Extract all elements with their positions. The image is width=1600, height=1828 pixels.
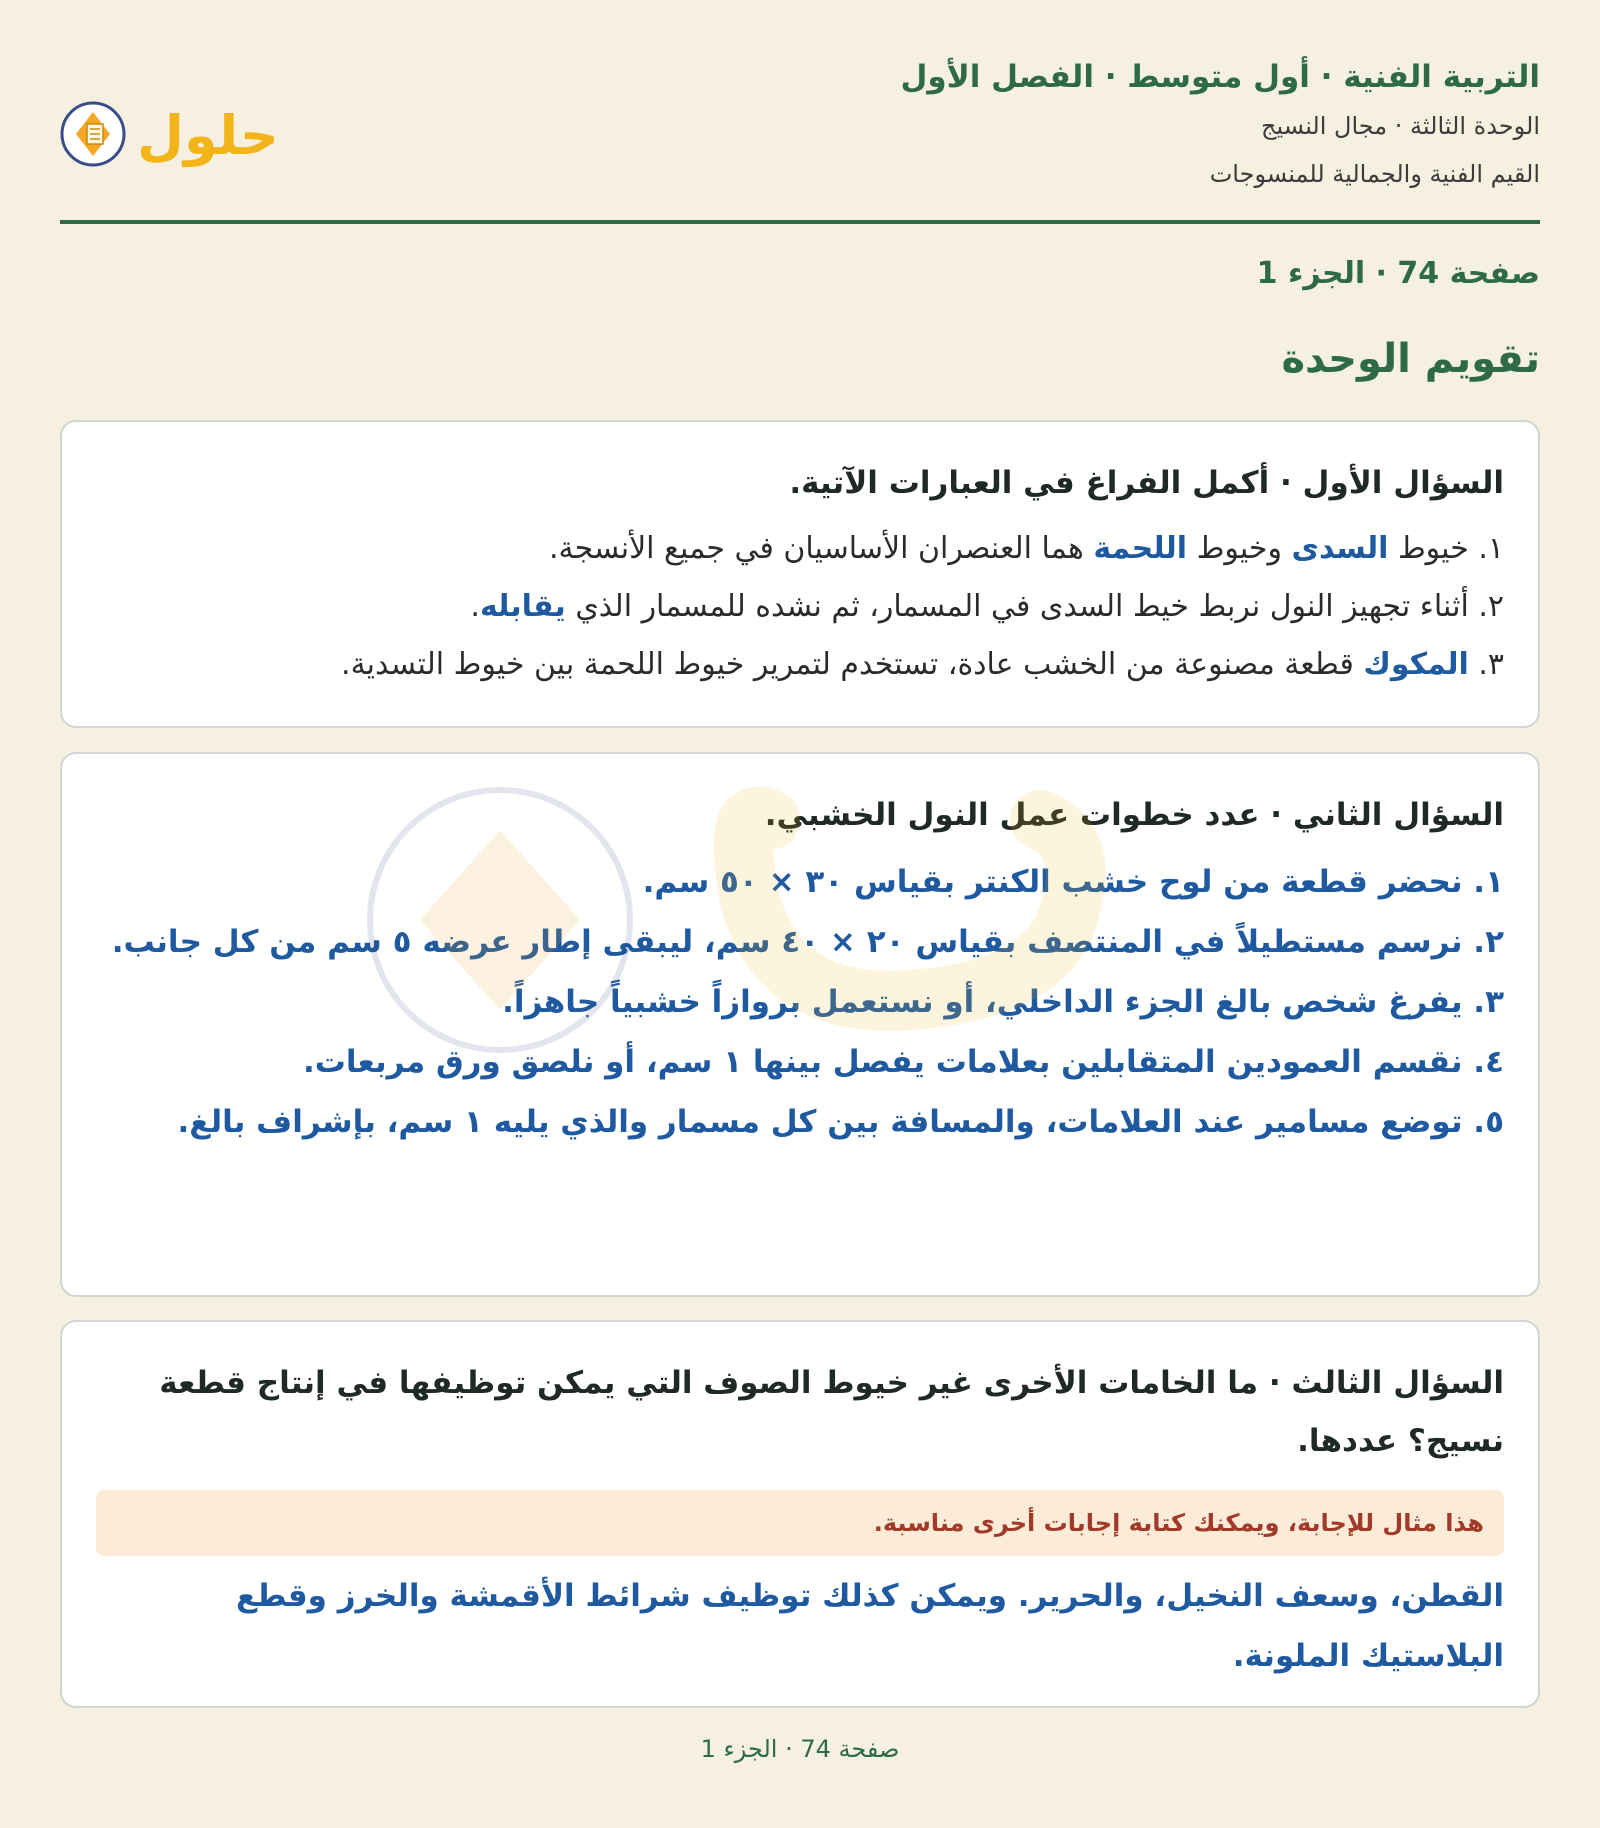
question-1-card (60, 420, 1540, 728)
item-number: ١. (1478, 531, 1504, 566)
subject-line: التربية الفنية · أول متوسط · الفصل الأول (900, 59, 1540, 95)
item-text: خيوط (1397, 531, 1469, 566)
page-footer: صفحة 74 · الجزء 1 (700, 1735, 900, 1763)
lesson-line: القيم الفنية والجمالية للمنسوجات (1209, 160, 1540, 188)
question-2-card (60, 752, 1540, 1297)
section-title: تقويم الوحدة (1281, 336, 1540, 382)
q2-step-2: ٢. نرسم مستطيلاً في المنتصف بقياس ٢٠ × ٤٠ سم، ليبقى إطار عرضه ٥ سم من كل جانب. (111, 924, 1504, 960)
q2-step-5: ٥. توضع مسامير عند العلامات، والمسافة بين كل مسمار والذي يليه ١ سم، بإشراف بالغ. (177, 1104, 1504, 1140)
answer-keyword: السدى (1291, 531, 1389, 566)
page-reference: صفحة 74 · الجزء 1 (1256, 256, 1540, 291)
header-divider (60, 220, 1540, 224)
q2-step-4: ٤. نقسم العمودين المتقابلين بعلامات يفصل بينها ١ سم، أو نلصق ورق مربعات. (302, 1044, 1504, 1080)
question-3-card (60, 1320, 1540, 1708)
answer-keyword: يقابله (479, 589, 566, 624)
answer-keyword: اللحمة (1093, 531, 1188, 566)
unit-line: الوحدة الثالثة · مجال النسيج (1261, 112, 1540, 140)
item-text: هما العنصران الأساسيان في جميع الأنسجة. (548, 531, 1084, 566)
question-2-title: السؤال الثاني · عدد خطوات عمل النول الخشبي. (764, 797, 1504, 833)
logo-text: حلول (137, 104, 279, 167)
item-text: وخيوط (1196, 531, 1282, 566)
q2-step-3: ٣. يفرغ شخص بالغ الجزء الداخلي، أو نستعمل بروازاً خشبياً جاهزاً. (502, 984, 1504, 1020)
q1-item-1 (96, 520, 1504, 578)
answer-note: هذا مثال للإجابة، ويمكنك كتابة إجابات أخرى مناسبة. (96, 1490, 1504, 1556)
q3-answer: القطن، وسعف النخيل، والحرير. ويمكن كذلك توظيف شرائط الأقمشة والخرز وقطع البلاستيك الملونة. (236, 1578, 1504, 1674)
page (60, 0, 1540, 1828)
question-3-title: السؤال الثالث · ما الخامات الأخرى غير خيوط الصوف التي يمكن توظيفها في إنتاج قطعة نسيج؟ عددها. (159, 1365, 1504, 1459)
q1-item-3 (96, 636, 1504, 694)
item-text: . (470, 589, 480, 624)
hulul-logo (60, 74, 290, 194)
answer-keyword: المكوك (1363, 647, 1469, 682)
q1-item-2 (96, 578, 1504, 636)
item-text: أثناء تجهيز النول نربط خيط السدى في المسمار، ثم نشده للمسمار الذي (575, 589, 1469, 624)
item-number: ٣. (1478, 647, 1504, 682)
item-text: قطعة مصنوعة من الخشب عادة، تستخدم لتمرير خيوط اللحمة بين خيوط التسدية. (341, 647, 1354, 682)
question-1-title: السؤال الأول · أكمل الفراغ في العبارات الآتية. (789, 465, 1504, 501)
item-number: ٢. (1478, 589, 1504, 624)
header (60, 52, 1540, 222)
header-text (900, 52, 1540, 198)
q2-step-1: ١. نحضر قطعة من لوح خشب الكنتر بقياس ٣٠ × ٥٠ سم. (642, 864, 1504, 900)
